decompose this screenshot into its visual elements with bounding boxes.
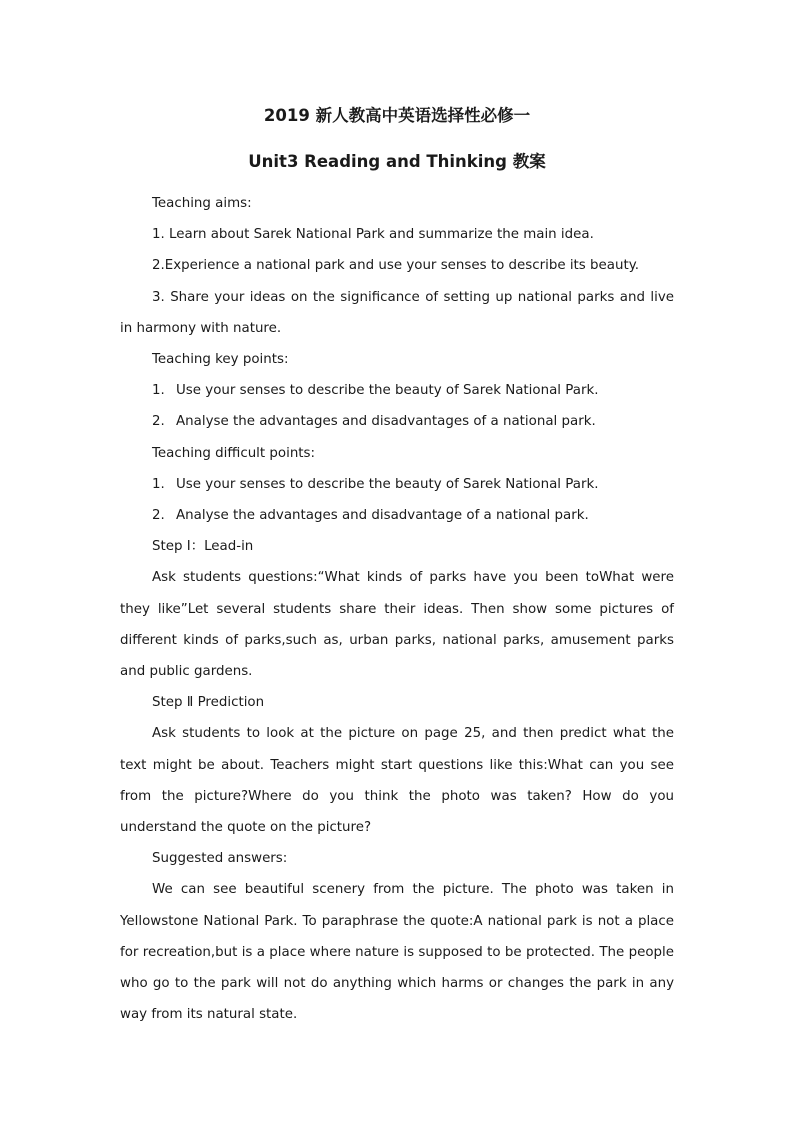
item-number: 1. <box>152 476 165 492</box>
item-text: Use your senses to describe the beauty of Sarek National Park. <box>176 476 599 492</box>
teaching-aim-item: 3. Share your ideas on the significance of setting up national parks and live in harmony with nature. <box>120 289 674 336</box>
item-number: 1. <box>152 383 165 399</box>
key-point-item <box>120 375 674 406</box>
difficult-point-item <box>120 469 674 500</box>
document-title: 2019 新人教高中英语选择性必修一 <box>263 106 531 125</box>
difficult-point-item <box>120 500 674 531</box>
item-number: 2. <box>152 508 165 524</box>
suggested-answers-paragraph: We can see beautiful scenery from the picture. The photo was taken in Yellowstone National Park. To paraphrase the quote:A national park is not a place for recreation,but is a place where nature is supposed to be protected. The people who go to the park will not do anything which harms or changes the park in any way from its natural state. <box>120 882 674 1023</box>
suggested-answers-heading: Suggested answers: <box>152 851 288 867</box>
key-points-heading: Teaching key points: <box>152 352 289 368</box>
teaching-aim-item: 1. Learn about Sarek National Park and summarize the main idea. <box>152 227 594 243</box>
step1-paragraph: Ask students questions:“What kinds of parks have you been toWhat were they like”Let several students share their ideas. Then show some pictures of different kinds of parks,such as, urban parks, national parks, amusement parks and public gardens. <box>120 570 674 680</box>
teaching-aim-item: 2.Experience a national park and use your senses to describe its beauty. <box>152 258 639 274</box>
step1-heading: Step Ⅰ：Lead-in <box>152 539 254 555</box>
step2-heading: Step Ⅱ Prediction <box>152 695 265 711</box>
step2-paragraph: Ask students to look at the picture on page 25, and then predict what the text might be about. Teachers might start questions like this:What can you see from the picture?Where do you think the photo was taken? How do you understand the quote on the picture? <box>120 726 674 836</box>
teaching-aims-heading: Teaching aims: <box>152 196 252 211</box>
item-number: 2. <box>152 414 165 430</box>
key-point-item <box>120 406 674 437</box>
item-text: Use your senses to describe the beauty of Sarek National Park. <box>176 383 599 399</box>
difficult-points-heading: Teaching difficult points: <box>152 445 316 461</box>
item-text: Analyse the advantages and disadvantage of a national park. <box>176 508 589 524</box>
item-text: Analyse the advantages and disadvantages of a national park. <box>176 414 596 430</box>
document-subtitle: Unit3 Reading and Thinking 教案 <box>248 152 546 171</box>
document-body <box>120 188 674 1030</box>
